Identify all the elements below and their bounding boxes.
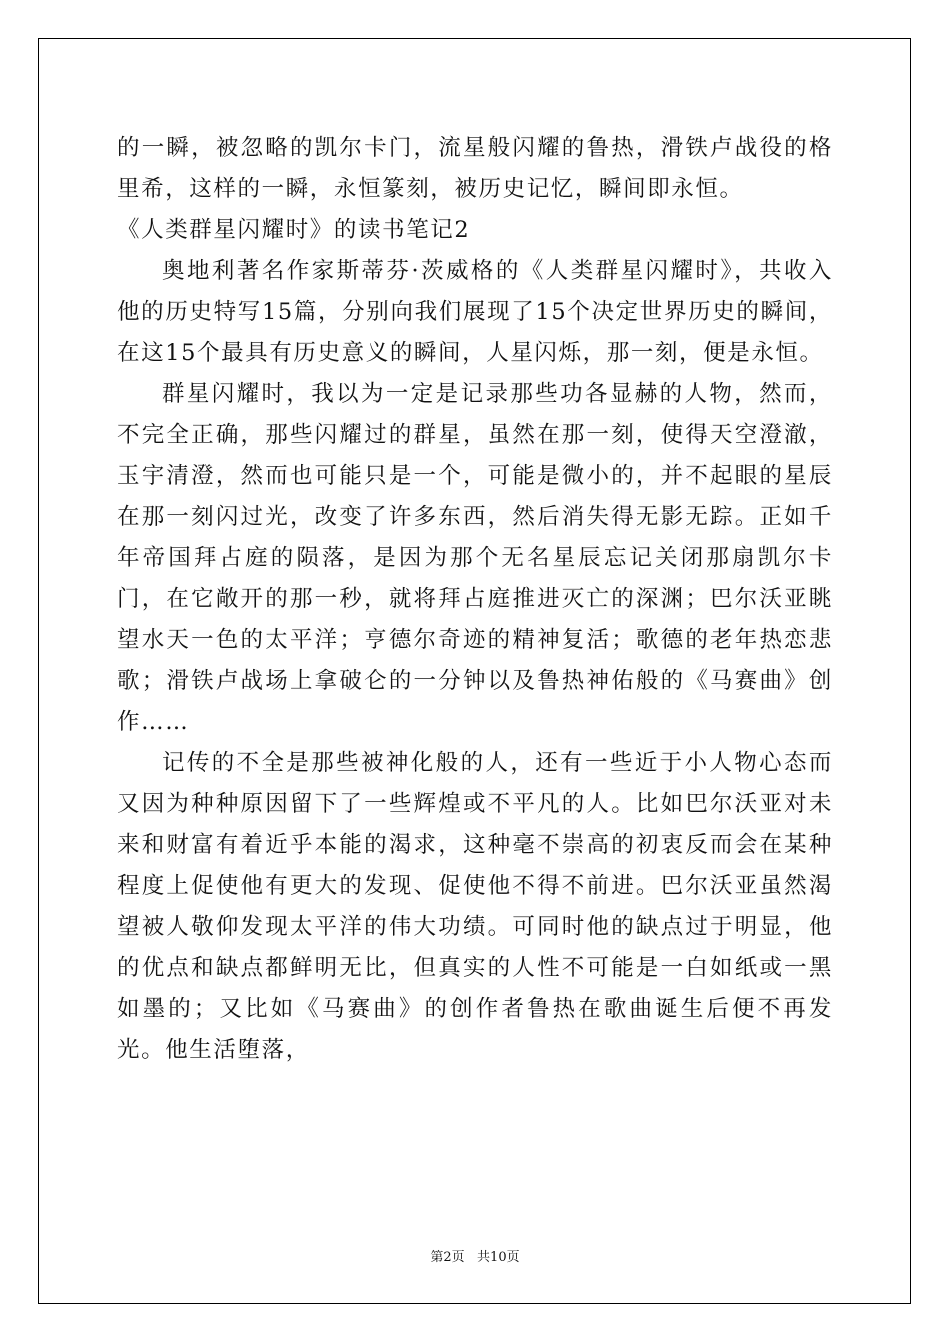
section-heading: 《人类群星闪耀时》的读书笔记2 [117, 217, 471, 243]
page-number-footer: 第2页 共10页 [430, 1250, 520, 1265]
paragraph-continuation: 的一瞬，被忽略的凯尔卡门，流星般闪耀的鲁热，滑铁卢战役的格里希，这样的一瞬，永恒篆刻，被历史记忆，瞬间即永恒。 [117, 135, 833, 202]
document-body [117, 128, 833, 1071]
paragraph-intro: 奥地利著名作家斯蒂芬·茨威格的《人类群星闪耀时》，共收入他的历史特写15篇，分别向我们展现了15个决定世界历史的瞬间，在这15个最具有历史意义的瞬间，人星闪烁，那一刻，便是永恒。 [117, 258, 833, 366]
paragraph-characters: 记传的不全是那些被神化般的人，还有一些近于小人物心态而又因为种种原因留下了一些辉煌或不平凡的人。比如巴尔沃亚对未来和财富有着近乎本能的渴求，这种毫不崇高的初衷反而会在某种程度上促使他有更大的发现、促使他不得不前进。巴尔沃亚虽然渴望被人敬仰发现太平洋的伟大功绩。可同时他的缺点过于明显，他的优点和缺点都鲜明无比，但真实的人性不可能是一白如纸或一黑如墨的；又比如《马赛曲》的创作者鲁热在歌曲诞生后便不再发光。他生活堕落， [117, 750, 833, 1063]
paragraph-stars: 群星闪耀时，我以为一定是记录那些功各显赫的人物，然而，不完全正确，那些闪耀过的群星，虽然在那一刻，使得天空澄澈，玉宇清澄，然而也可能只是一个，可能是微小的，并不起眼的星辰在那一刻闪过光，改变了许多东西，然后消失得无影无踪。正如千年帝国拜占庭的陨落，是因为那个无名星辰忘记关闭那扇凯尔卡门，在它敞开的那一秒，就将拜占庭推进灭亡的深渊；巴尔沃亚眺望水天一色的太平洋；亨德尔奇迹的精神复活；歌德的老年热恋悲歌；滑铁卢战场上拿破仑的一分钟以及鲁热神佑般的《马赛曲》创作…… [117, 381, 833, 735]
